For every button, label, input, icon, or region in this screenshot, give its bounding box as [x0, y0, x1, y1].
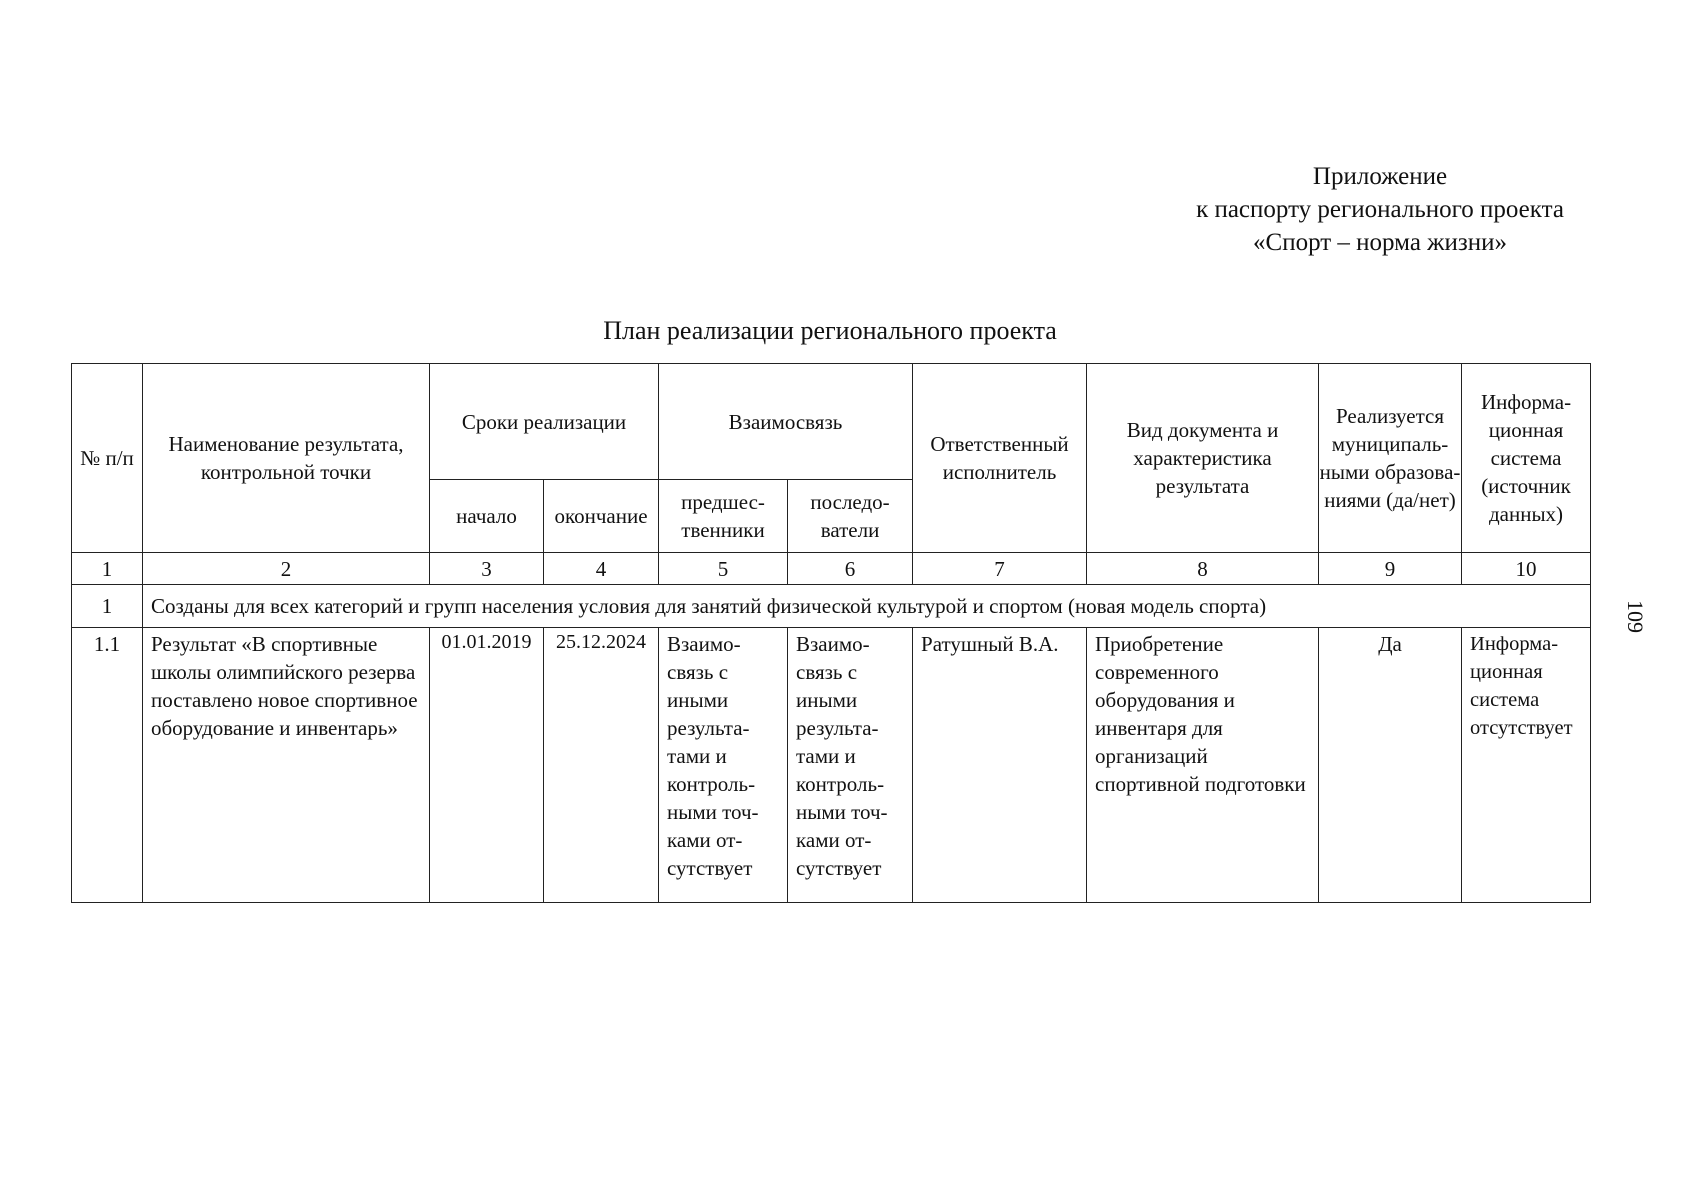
column-number: 4 [544, 553, 659, 585]
page-number: 109 [1623, 600, 1648, 633]
section-number: 1 [72, 585, 143, 628]
header-result-name: Наименование результата, контрольной точки [143, 364, 430, 553]
column-number: 9 [1319, 553, 1462, 585]
row-predecessors: Взаимо-связь с иными результа-тами и контроль-ными точ-ками от-сутствует [659, 628, 788, 903]
row-end-date: 25.12.2024 [544, 628, 659, 903]
appendix-label: Приложение [1312, 163, 1448, 190]
row-number: 1.1 [72, 628, 143, 903]
header-successors: последо-ватели [788, 480, 913, 553]
row-municipal: Да [1319, 628, 1462, 903]
appendix-header [1170, 160, 1590, 259]
header-responsible: Ответственный исполнитель [913, 364, 1087, 553]
header-info-system: Информа-ционная система (источник данных) [1462, 364, 1591, 553]
column-number: 7 [913, 553, 1087, 585]
section-row [72, 585, 1591, 628]
appendix-passport-ref: к паспорту регионального проекта [1196, 196, 1564, 223]
row-successors: Взаимо-связь с иными результа-тами и контроль-ными точ-ками от-сутствует [788, 628, 913, 903]
appendix-project-name: «Спорт – норма жизни» [1253, 229, 1507, 256]
column-number-row [72, 553, 1591, 585]
column-number: 6 [788, 553, 913, 585]
column-number: 2 [143, 553, 430, 585]
header-municipal: Реализуется муниципаль-ными образова-ниями (да/нет) [1319, 364, 1462, 553]
column-number: 8 [1087, 553, 1319, 585]
header-relation-group: Взаимосвязь [659, 364, 913, 480]
column-number: 5 [659, 553, 788, 585]
column-number: 1 [72, 553, 143, 585]
table-row [72, 628, 1591, 903]
section-title: Созданы для всех категорий и групп населения условия для занятий физической культурой и спортом (новая модель спорта) [143, 585, 1591, 628]
header-start: начало [430, 480, 544, 553]
column-number: 10 [1462, 553, 1591, 585]
row-result-name: Результат «В спортивные школы олимпийского резерва поставлено новое спортивное оборудование и инвентарь» [143, 628, 430, 903]
header-number: № п/п [72, 364, 143, 553]
header-document: Вид документа и характеристика результата [1087, 364, 1319, 553]
row-responsible: Ратушный В.А. [913, 628, 1087, 903]
header-end: окончание [544, 480, 659, 553]
row-document: Приобретение современного оборудования и инвентаря для организаций спортивной подготовки [1087, 628, 1319, 903]
row-start-date: 01.01.2019 [430, 628, 544, 903]
plan-table [71, 363, 1591, 903]
header-predecessors: предшес-твенники [659, 480, 788, 553]
plan-title: План реализации регионального проекта [603, 316, 1057, 345]
column-number: 3 [430, 553, 544, 585]
row-info-system: Информа-ционная система отсутствует [1462, 628, 1591, 903]
header-dates-group: Сроки реализации [430, 364, 659, 480]
